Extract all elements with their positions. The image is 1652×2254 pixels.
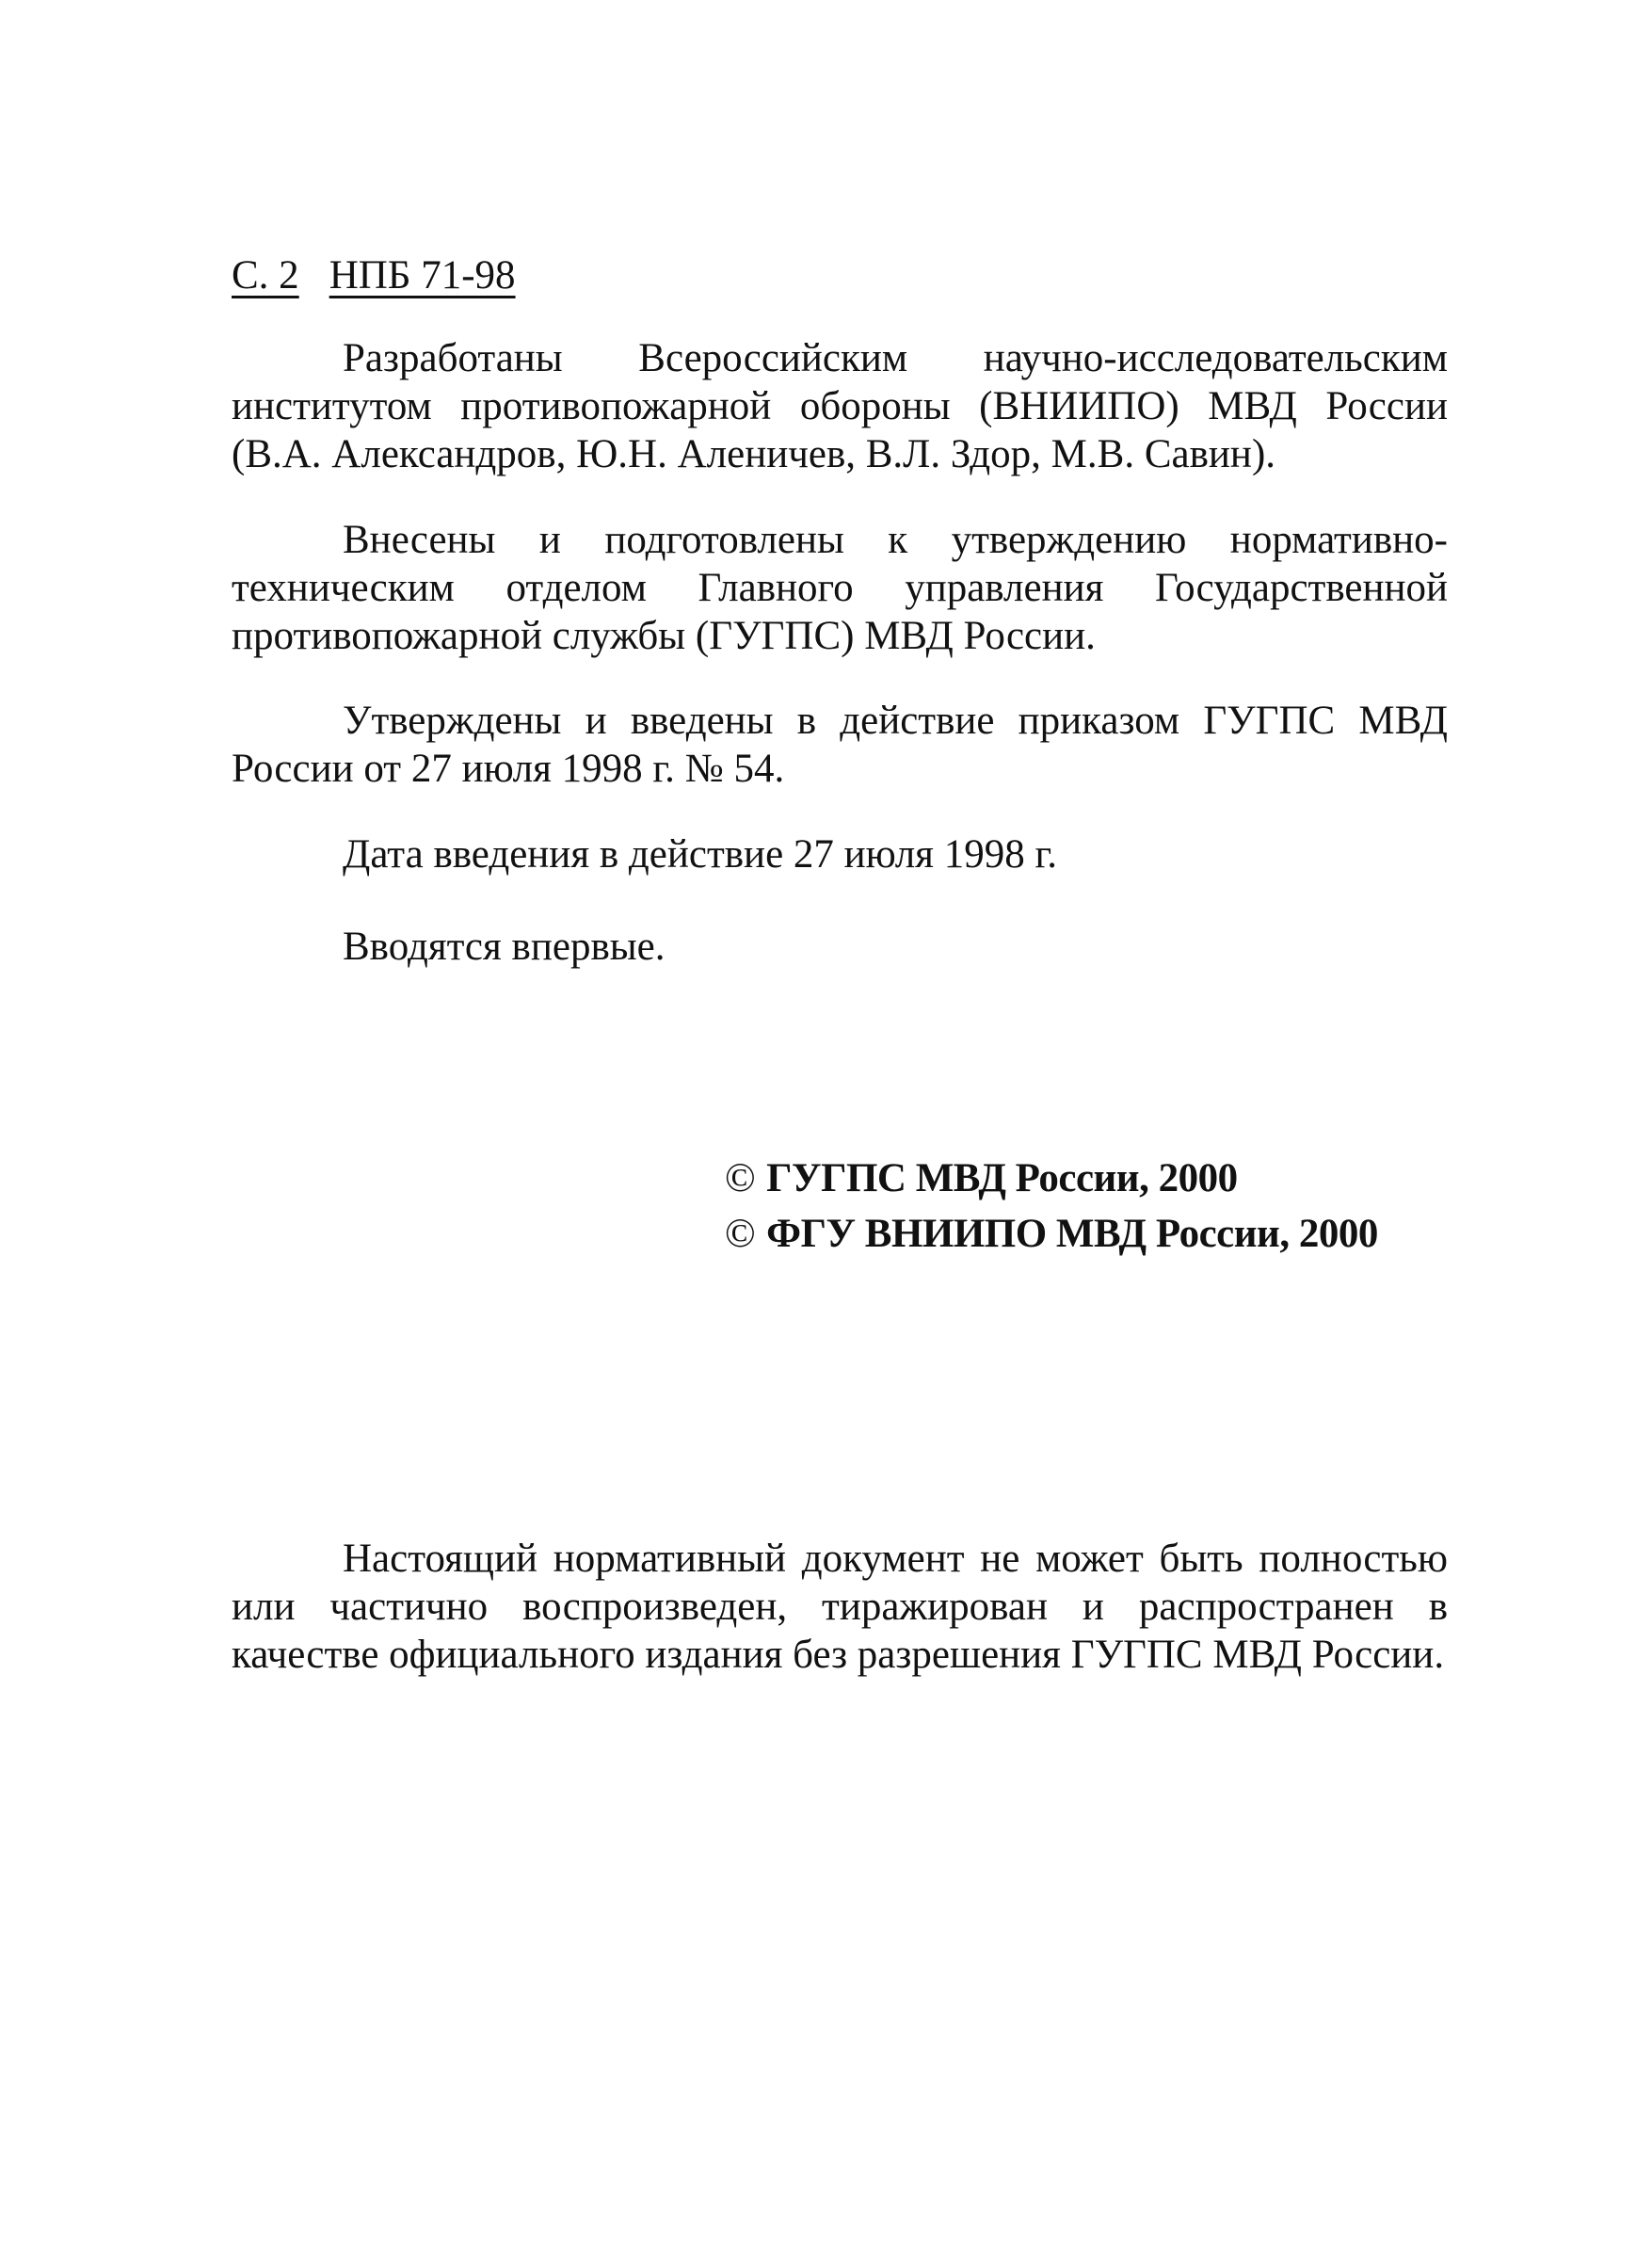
effective-date-paragraph: Дата введения в действие 27 июля 1998 г. [343,832,1057,877]
copyright-holder-2: ФГУ ВНИИПО МВД России, 2000 [766,1212,1378,1256]
first-time-paragraph: Вводятся впервые. [343,925,666,969]
reproduction-notice: Настоящий нормативный документ не может быть полностью или частично воспроизведен, тиражирован и распространен в качестве официального издания без разрешения ГУГПС МВД России. [232,1537,1448,1677]
copyright-symbol: © [725,1212,756,1256]
page-header [232,252,546,299]
copyright-line-2 [725,1210,1378,1258]
approved-paragraph: Утверждены и введены в действие приказом ГУГПС МВД России от 27 июля 1998 г. № 54. [232,699,1448,791]
copyright-holder-1: ГУГПС МВД России, 2000 [766,1156,1238,1200]
document-code: НПБ 71-98 [329,253,516,298]
copyright-symbol: © [725,1156,756,1200]
copyright-line-1 [725,1154,1238,1202]
page-number-label: С. 2 [232,253,299,298]
developed-by-paragraph: Разработаны Всероссийским научно-исследовательским институтом противопожарной обороны (ВНИИПО) МВД России (В.А. Александров, Ю.Н. Аленичев, В.Л. Здор, М.В. Савин). [232,336,1448,476]
introduced-by-paragraph: Внесены и подготовлены к утверждению нормативно-техническим отделом Главного управления Государственной противопожарной службы (ГУГПС) МВД России. [232,518,1448,658]
